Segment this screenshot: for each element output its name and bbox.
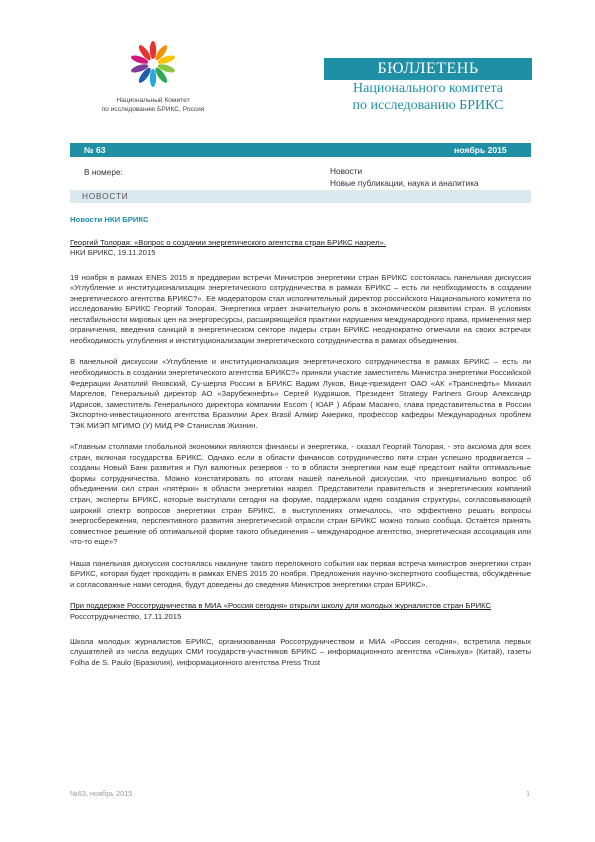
article-meta: НКИ БРИКС, 19.11.2015 (70, 248, 156, 258)
bulletin-title: БЮЛЛЕТЕНЬ (377, 60, 479, 77)
footer-issue: №63, ноябрь 2015 (70, 789, 133, 798)
toc-item-publications[interactable]: Новые публикации, наука и аналитика (330, 177, 479, 188)
article-paragraph: 19 ноября в рамках ENES 2015 в преддверии встречи Министров энергетики стран БРИКС состоялась панельная дискуссия «Углубление и институционализация энергетического сотрудничества в рамках БРИКС – есть ли необходимость в создании энергетического агентства БРИКС?». Её модератором стал исполнительный директор российского Национального комитета по исследованию БРИКС Георгий Толорая. Энергетика играет значительную роль в экономическом развитии стран. В условиях нестабильности мировых цен на энергоресурсы, расширяющейся практики нарушения международного права, применения мер ограничения, введения санкций в энергетическом секторе лидеры стран БРИКС неоднократно отмечали на своих встречах необходимость углубления и институционализации энергетического сотрудничества в рамках объединения. (70, 272, 531, 345)
page-number: 1 (526, 789, 531, 798)
logo-text-line1: Национальный Комитет (116, 97, 190, 104)
toc-shade (328, 190, 531, 203)
article-title[interactable]: При поддержке Россотрудничества в МИА «Россия сегодня» открыли школу для молодых журналистов стран БРИКС (70, 601, 492, 611)
logo-text-line2: по исследованию БРИКС, Россия (101, 105, 205, 113)
section-heading: Новости НКИ БРИКС (70, 215, 149, 224)
article-meta: Россотрудничество, 17.11.2015 (70, 611, 182, 621)
article-1 (70, 238, 531, 591)
article-paragraph: «Главным столпами глобальной экономики являются финансы и энергетика, - сказал Георгий Толорая, - это аксиома для всех стран, включая государства БРИКС. Однако если в области финансов сотрудничество пяти стран успешно продвигается – созданы Новый Банк развития и Пул валютных резервов - то в области энергетики нам ещё предстоит найти оптимальные формы сотрудничества. Можно констатировать по итогам нашей панельной дискуссии, что принципиально вопрос об объединении сил стран «пятёрки» в области энергетики назрел. Представители правительств и энергетических компаний стран, эксперты БРИКС, которые выступали сегодня на форуме, поддержали идею создания структуры, согласовывающей широкий спектр вопросов энергетики стран БРИКС, в выступлениях отмечалось, что эффективно решать вопросы энергосбережения, перспективного развития энергетической отрасли стран БРИКС можно только сообща. Остаётся принять совместное решение об оптимальной форме такого объединения – международное агентство, энергетическая ассоциация или что-то еще»? (70, 442, 531, 547)
article-title[interactable]: Георгий Толорая: «Вопрос о создании энергетического агентства стран БРИКС назрел». (70, 237, 386, 247)
brics-flower-icon (131, 38, 175, 94)
article-paragraph: Школа молодых журналистов БРИКС, организованная Россотрудничеством и МИА «Россия сегодня», встретила первых слушателей из числа ведущих СМИ государств-участников БРИКС – информационного агентства «Синьхуа» (Китай), газеты Folha de S. Paulo (Бразилия), информационного агентства Press Trust (70, 636, 531, 667)
toc-list (330, 166, 479, 189)
bulletin-subtitle-line1: Национального комитета (353, 81, 503, 96)
section-band-news: НОВОСТИ (70, 190, 328, 203)
article-paragraph: Наша панельная дискуссия состоялась накануне такого переломного события как первая встреча министров энергетики стран БРИКС, которая будет проходить в рамках ENES 2015 20 ноября. Предложения научно-экспертного сообщества, обсуждённые и согласованные нами сегодня, будут доведены до сведения Министров энергетики стран БРИКС». (70, 558, 531, 589)
issue-band (70, 143, 531, 157)
bulletin-subtitle-line2: по исследованию БРИКС (352, 98, 504, 113)
main-content (70, 215, 531, 679)
issue-number: № 63 (84, 145, 106, 155)
article-2 (70, 601, 531, 668)
article-paragraph: В панельной дискуссии «Углубление и институционализация энергетического сотрудничества в рамках БРИКС – есть ли необходимость в создании энергетического агентства БРИКС?» приняли участие заместитель Министра энергетики Российской Федерации Анатолий Яновский, Су-шерпа России в БРИКС Вадим Луков, Вице-президент ОАО «АК «Транснефть» Михаил Маргелов, Генеральный директор АО «Зарубежнефть» Сергей Кудряшов, Президент Strategy Partners Group Александр Идрисов, заместитель Генерального директора компании Escom ( ЮАР ) Абрам Масанго, глава представительства в России Экспортно-инвестиционного агентства Бразилии Apex Brasil Алмир Америко, профессор кафедры Международных проблем ТЭК МИЭП МГИМО (У) МИД РФ Станислав Жизнин. (70, 357, 531, 430)
toc-item-news[interactable]: Новости (330, 166, 363, 176)
bulletin-subtitle (324, 80, 532, 114)
issue-date: ноябрь 2015 (454, 145, 507, 155)
toc-label: В номере: (84, 167, 123, 177)
